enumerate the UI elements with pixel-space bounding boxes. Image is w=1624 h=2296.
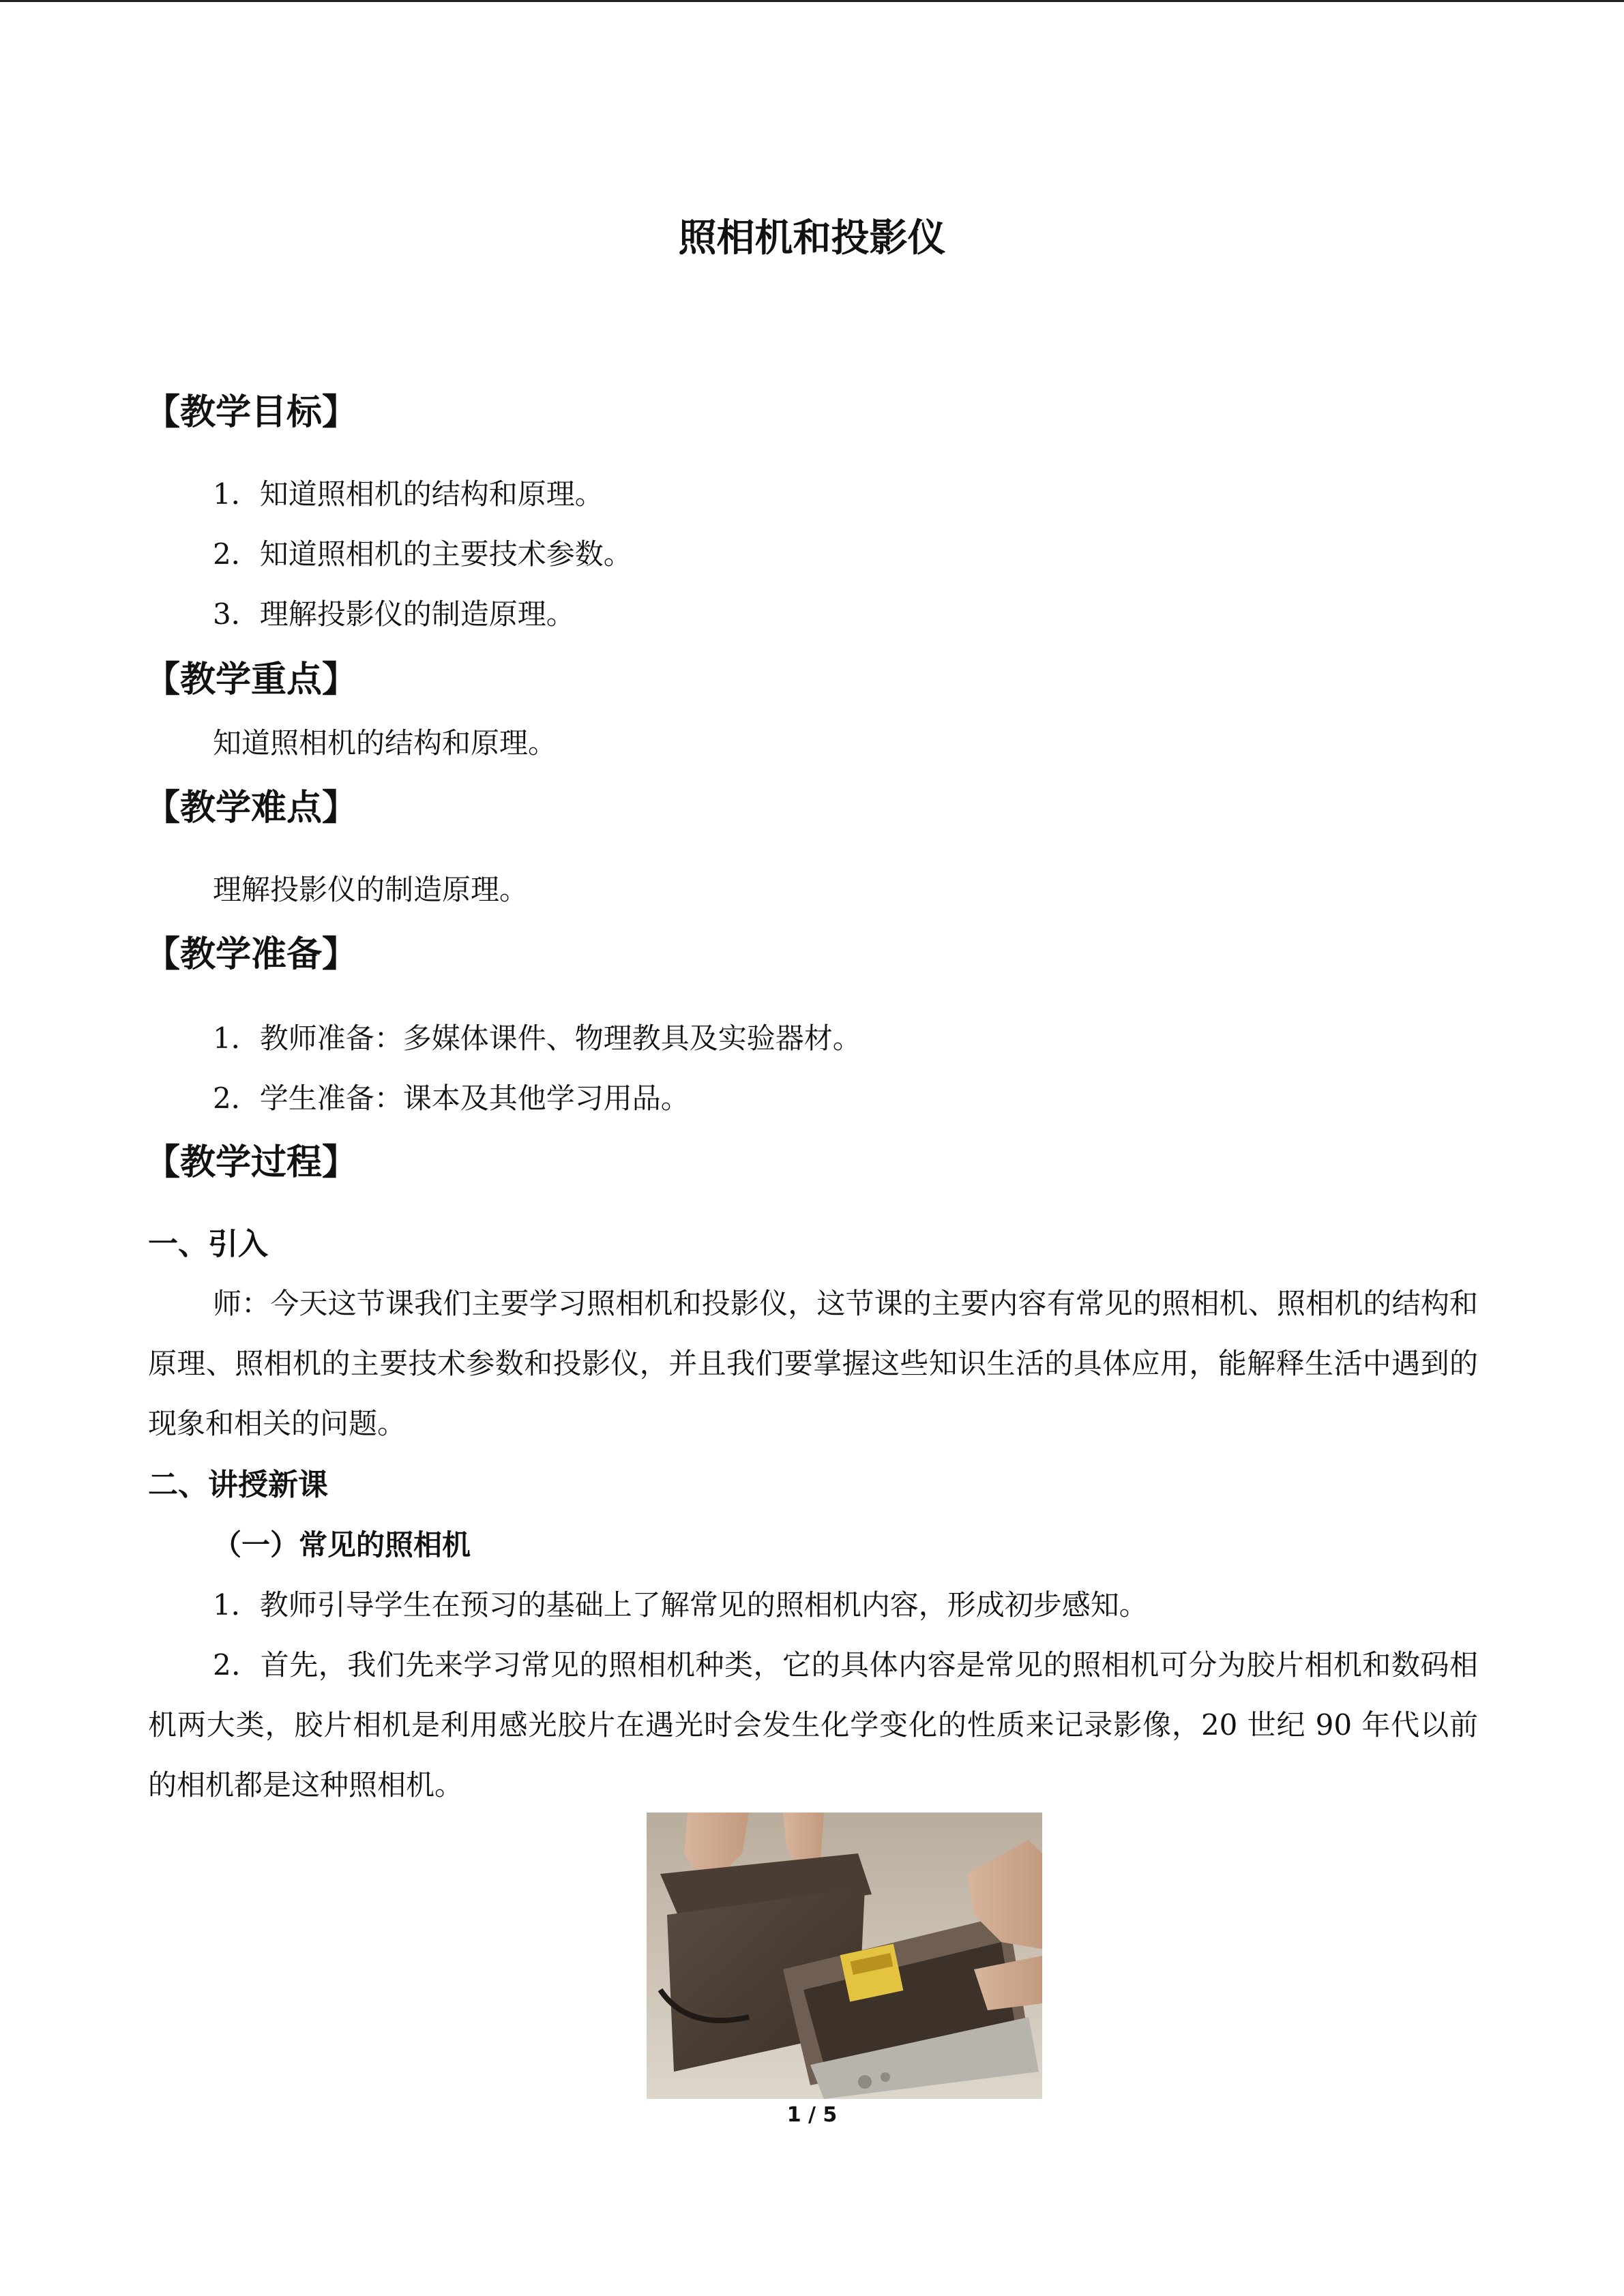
objective-item-1: 1．知道照相机的结构和原理。 — [213, 477, 604, 511]
intro-heading: 一、引入 — [148, 1227, 268, 1262]
film-camera-photo — [647, 1813, 1042, 2099]
process-heading: 【教学过程】 — [145, 1142, 358, 1183]
common-camera-subheading: （一）常见的照相机 — [213, 1528, 471, 1562]
page-number: 1 / 5 — [786, 2103, 838, 2127]
key-point-heading: 【教学重点】 — [145, 659, 358, 700]
difficulty-heading: 【教学难点】 — [145, 788, 358, 829]
preparation-item-2: 2．学生准备：课本及其他学习用品。 — [213, 1082, 690, 1115]
preparation-heading: 【教学准备】 — [145, 934, 358, 975]
top-border-line — [0, 0, 1624, 2]
objective-item-3: 3．理解投影仪的制造原理。 — [213, 597, 575, 631]
new-lesson-heading: 二、讲授新课 — [148, 1467, 328, 1502]
preparation-item-1: 1．教师准备：多媒体课件、物理教具及实验器材。 — [213, 1022, 861, 1055]
objectives-heading: 【教学目标】 — [145, 392, 358, 433]
page-title: 照相机和投影仪 — [678, 216, 946, 260]
objective-item-2: 2．知道照相机的主要技术参数。 — [213, 537, 632, 571]
film-camera-illustration — [647, 1813, 1042, 2099]
key-point-text: 知道照相机的结构和原理。 — [213, 726, 557, 760]
new-lesson-paragraph-1: 1．教师引导学生在预习的基础上了解常见的照相机内容，形成初步感知。 — [213, 1588, 1148, 1622]
new-lesson-paragraph-2: 2．首先，我们先来学习常见的照相机种类，它的具体内容是常见的照相机可分为胶片相机和数码相机两大类，胶片相机是利用感光胶片在遇光时会发生化学变化的性质来记录影像，20 世纪 90 年代以前的相机都是这种照相机。 — [148, 1648, 1478, 1802]
intro-paragraph: 师：今天这节课我们主要学习照相机和投影仪，这节课的主要内容有常见的照相机、照相机的结构和原理、照相机的主要技术参数和投影仪，并且我们要掌握这些知识生活的具体应用，能解释生活中遇到的现象和相关的问题。 — [148, 1287, 1478, 1440]
difficulty-text: 理解投影仪的制造原理。 — [213, 873, 529, 906]
